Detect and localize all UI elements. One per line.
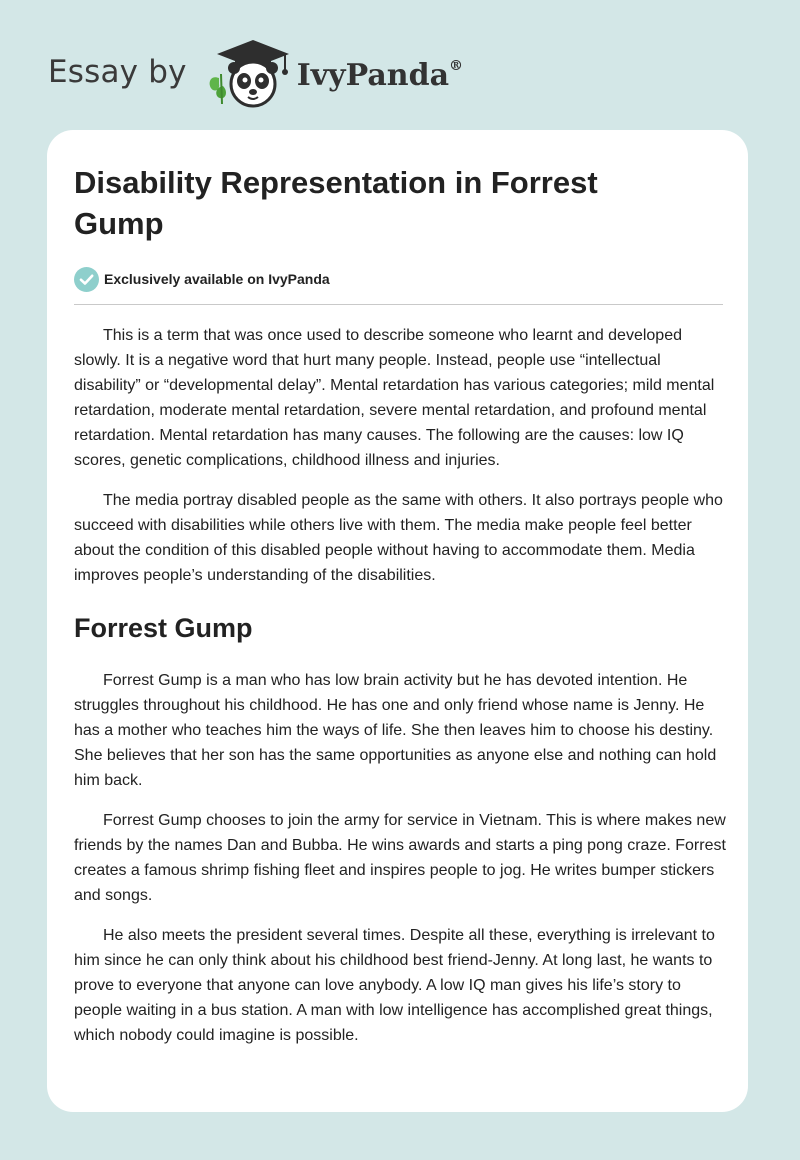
panda-graduate-logo-icon[interactable] — [203, 34, 293, 110]
paragraph: This is a term that was once used to describe someone who learnt and developed slowly. It is a negative word that hurt many people. Instead, people use “intellectual disability” or “developmental delay”. Mental retardation has various categories; mild mental retardation, moderate mental retardation, severe mental retardation, and profound mental retardation. Mental retardation has many causes. The following are the causes: low IQ scores, genetic complications, childhood illness and injuries. — [74, 327, 715, 469]
paragraph: He also meets the president several times. Despite all these, everything is irrelevant to him since he can only think about his childhood best friend-Jenny. At long last, he wants to prove to everyone that anyone can love anybody. A low IQ man gives his life’s story to people waiting in a bus station. A man with low intelligence has accomplished great things, which nobody could imagine is possible. — [74, 927, 715, 1044]
paragraph: Forrest Gump is a man who has low brain activity but he has devoted intention. He struggles throughout his childhood. He has one and only friend whose name is Jenny. He has a mother who teaches him the ways of life. She then leaves him to choose his destiny. She believes that her son has the same opportunities as anyone else and nothing can hold him back. — [74, 672, 717, 789]
ivypanda-brand[interactable] — [297, 58, 463, 93]
exclusive-badge — [74, 266, 722, 292]
brand-name: IvyPanda — [296, 57, 450, 93]
paragraph: Forrest Gump chooses to join the army for service in Vietnam. This is where makes new friends by the names Dan and Bubba. He wins awards and starts a ping pong craze. Forrest creates a famous shrimp fishing fleet and inspires people to jog. He writes bumper stickers and songs. — [74, 812, 726, 904]
check-circle-icon — [74, 267, 99, 292]
essay-body — [74, 323, 726, 1048]
paragraph: The media portray disabled people as the same with others. It also portrays people who succeed with disabilities while others live with them. The media make people feel better about the condition of this disabled people without having to accommodate them. Media improves people’s understanding of the disabilities. — [74, 492, 723, 584]
site-header — [48, 34, 463, 110]
title-divider — [74, 304, 723, 305]
registered-mark: ® — [449, 57, 464, 74]
essay-card — [47, 130, 748, 1112]
page-title: Disability Representation in Forrest Gump — [74, 165, 598, 241]
section-heading: Forrest Gump — [74, 613, 253, 643]
essay-by-label: Essay by — [48, 54, 187, 90]
exclusive-badge-label: Exclusively available on IvyPanda — [104, 271, 330, 287]
